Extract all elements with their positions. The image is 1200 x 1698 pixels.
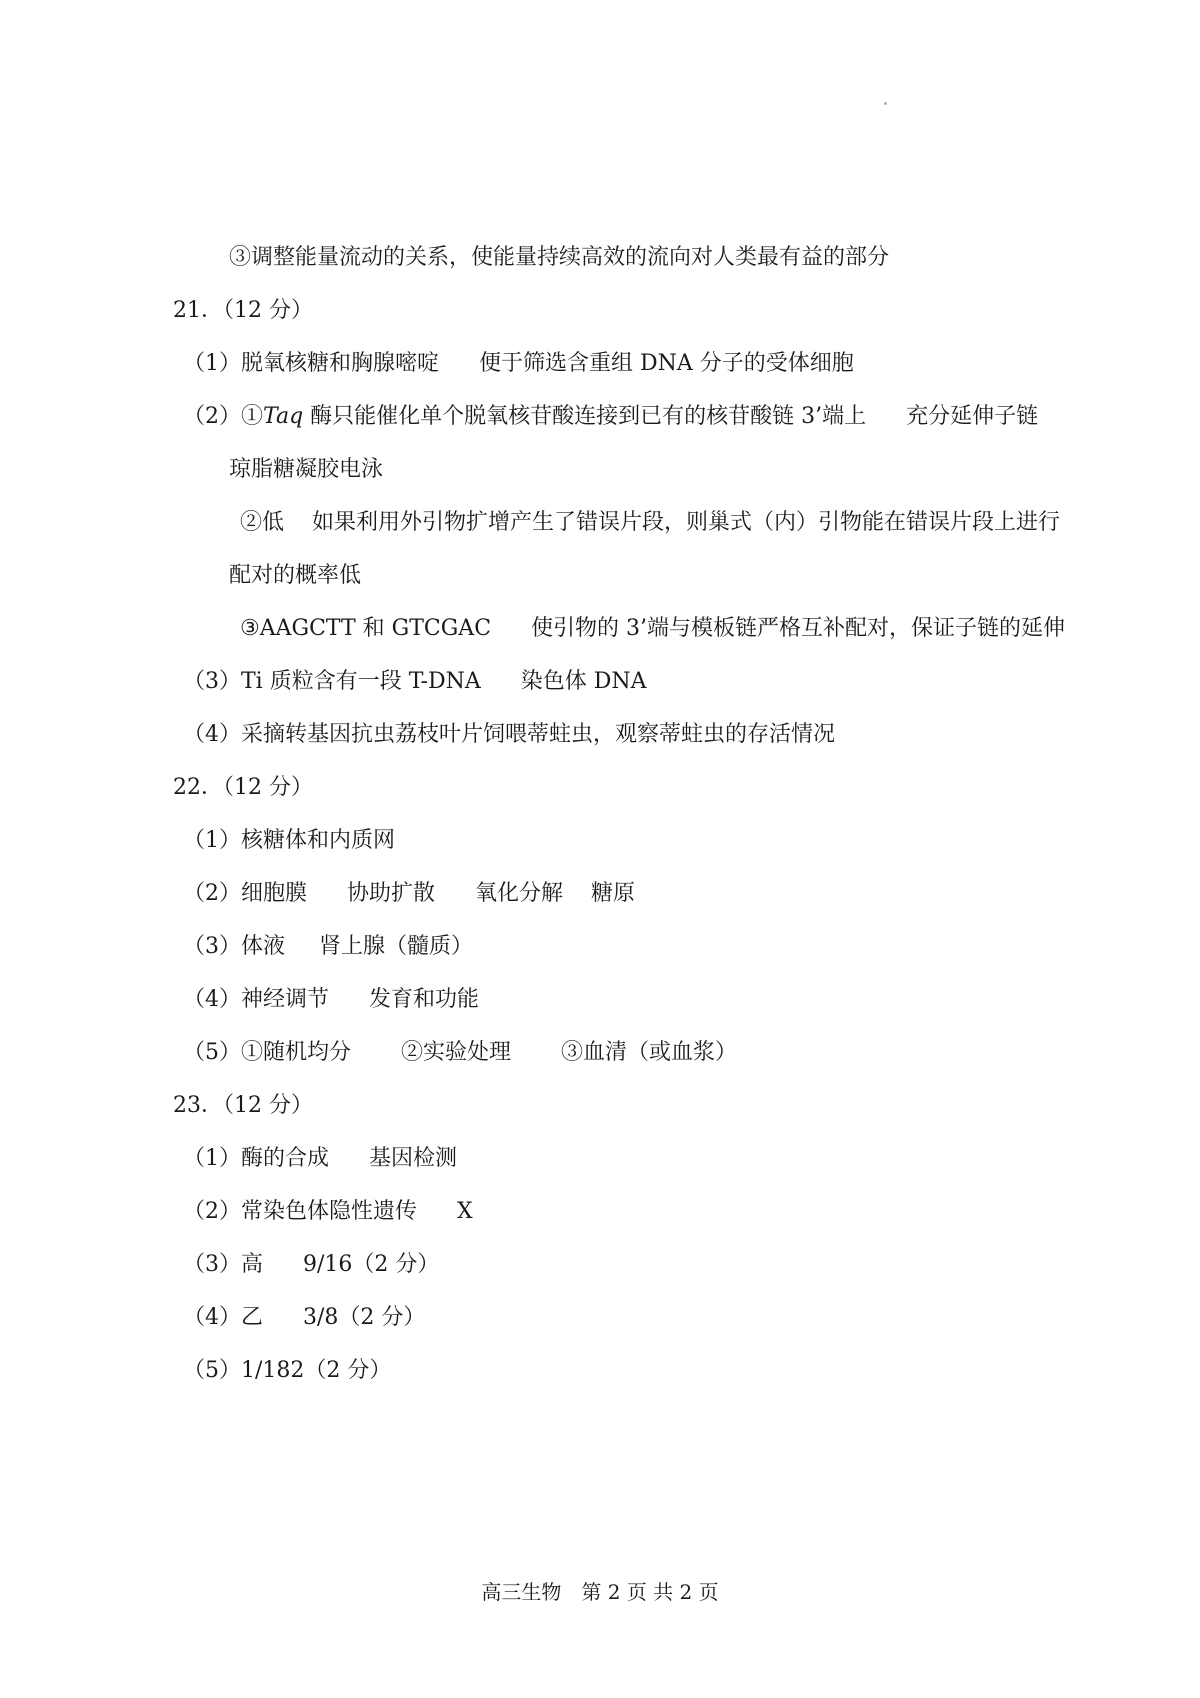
q23-header: 23．（12 分） <box>173 1093 313 1118</box>
q22-part-4-answer-b: 发育和功能 <box>369 987 480 1012</box>
q21-part-2-answer-a: 酶只能催化单个脱氧核苷酸连接到已有的核苷酸链 3’端上 <box>303 404 867 429</box>
q21-part-2-sub-2 <box>240 508 1060 538</box>
q23-part-5 <box>183 1356 391 1386</box>
q21-part-2-sub-2-b: 如果利用外引物扩增产生了错误片段，则巢式（内）引物能在错误片段上进行 <box>312 510 1061 535</box>
q22-part-5-answer-a: ①随机均分 <box>241 1040 352 1065</box>
q22-part-2-number: （2） <box>183 881 241 906</box>
q21-part-2 <box>183 402 1038 432</box>
q23-part-3-answer-a: 高 <box>241 1252 264 1277</box>
q22-header: 22．（12 分） <box>173 775 313 800</box>
q21-header: 21．（12 分） <box>173 298 313 323</box>
q22-part-3 <box>183 932 473 962</box>
q23-part-3 <box>183 1250 439 1280</box>
q22-part-2 <box>183 879 635 909</box>
q22-part-5-number: （5） <box>183 1040 241 1065</box>
q23-part-3-number: （3） <box>183 1252 241 1277</box>
q23-part-4-number: （4） <box>183 1305 241 1330</box>
q23-part-4-answer-b: 3/8（2 分） <box>303 1305 426 1330</box>
q22-part-3-answer-b: 肾上腺（髓质） <box>319 934 474 959</box>
q21-part-3 <box>183 667 647 697</box>
q21-part-2-circled-1: ① <box>241 404 264 429</box>
scan-speck <box>884 102 887 105</box>
q21-part-3-answer-a: Ti 质粒含有一段 T-DNA <box>241 669 481 694</box>
q21-part-3-number: （3） <box>183 669 241 694</box>
page-footer: 高三生物 第 2 页 共 2 页 <box>481 1580 719 1604</box>
q22-part-1-number: （1） <box>183 828 241 853</box>
q21-part-4-number: （4） <box>183 722 241 747</box>
q22-part-1 <box>183 826 395 856</box>
q23-part-4 <box>183 1303 425 1333</box>
q23-part-5-answer-a: 1/182（2 分） <box>241 1358 392 1383</box>
q21-part-2-answer-c: 琼脂糖凝胶电泳 <box>229 457 384 482</box>
q23-part-2-answer-b: X <box>457 1199 473 1224</box>
q21-part-2-sub-3-a: ③AAGCTT 和 GTCGAC <box>240 616 492 641</box>
q21-part-2-sub-2-a: ②低 <box>240 510 285 535</box>
q22-part-3-answer-a: 体液 <box>241 934 286 959</box>
q22-part-4-answer-a: 神经调节 <box>241 987 330 1012</box>
q21-part-3-answer-b: 染色体 DNA <box>520 669 647 694</box>
q23-part-1-number: （1） <box>183 1146 241 1171</box>
q21-part-1-answer-a: 脱氧核糖和胸腺嘧啶 <box>241 351 440 376</box>
q21-part-4 <box>183 720 835 750</box>
q21-part-1-answer-b: 便于筛选含重组 DNA 分子的受体细胞 <box>479 351 854 376</box>
q23-part-2 <box>183 1197 473 1227</box>
q20-answer-3: ③调整能量流动的关系，使能量持续高效的流向对人类最有益的部分 <box>229 245 890 270</box>
q21-part-1-number: （1） <box>183 351 241 376</box>
q22-part-2-answer-d: 糖原 <box>591 881 636 906</box>
q22-part-2-answer-a: 细胞膜 <box>241 881 308 906</box>
q22-part-3-number: （3） <box>183 934 241 959</box>
q22-part-1-answer-a: 核糖体和内质网 <box>241 828 396 853</box>
q23-part-2-number: （2） <box>183 1199 241 1224</box>
q22-part-4-number: （4） <box>183 987 241 1012</box>
q23-part-4-answer-a: 乙 <box>241 1305 264 1330</box>
q21-part-2-sub-3-b: 使引物的 3’端与模板链严格互补配对，保证子链的延伸 <box>531 616 1066 641</box>
q22-part-4 <box>183 985 479 1015</box>
q22-part-5-answer-c: ③血清（或血浆） <box>561 1040 738 1065</box>
q21-part-4-answer-a: 采摘转基因抗虫荔枝叶片饲喂蒂蛀虫，观察蒂蛀虫的存活情况 <box>241 722 836 747</box>
q21-part-2-answer-b: 充分延伸子链 <box>906 404 1039 429</box>
q22-part-2-answer-b: 协助扩散 <box>347 881 436 906</box>
q22-part-5 <box>183 1038 737 1068</box>
q23-part-1-answer-a: 酶的合成 <box>241 1146 330 1171</box>
q23-part-1-answer-b: 基因检测 <box>369 1146 458 1171</box>
q23-part-2-answer-a: 常染色体隐性遗传 <box>241 1199 418 1224</box>
q23-part-1 <box>183 1144 457 1174</box>
q22-part-5-answer-b: ②实验处理 <box>401 1040 512 1065</box>
q21-part-2-sub-2-c: 配对的概率低 <box>229 563 362 588</box>
q21-taq-term: Taq <box>263 404 304 429</box>
q23-part-3-answer-b: 9/16（2 分） <box>303 1252 440 1277</box>
q22-part-2-answer-c: 氧化分解 <box>475 881 564 906</box>
q21-part-2-number: （2） <box>183 404 241 429</box>
q21-part-2-sub-3 <box>240 614 1065 644</box>
q23-part-5-number: （5） <box>183 1358 241 1383</box>
q21-part-1 <box>183 349 854 379</box>
